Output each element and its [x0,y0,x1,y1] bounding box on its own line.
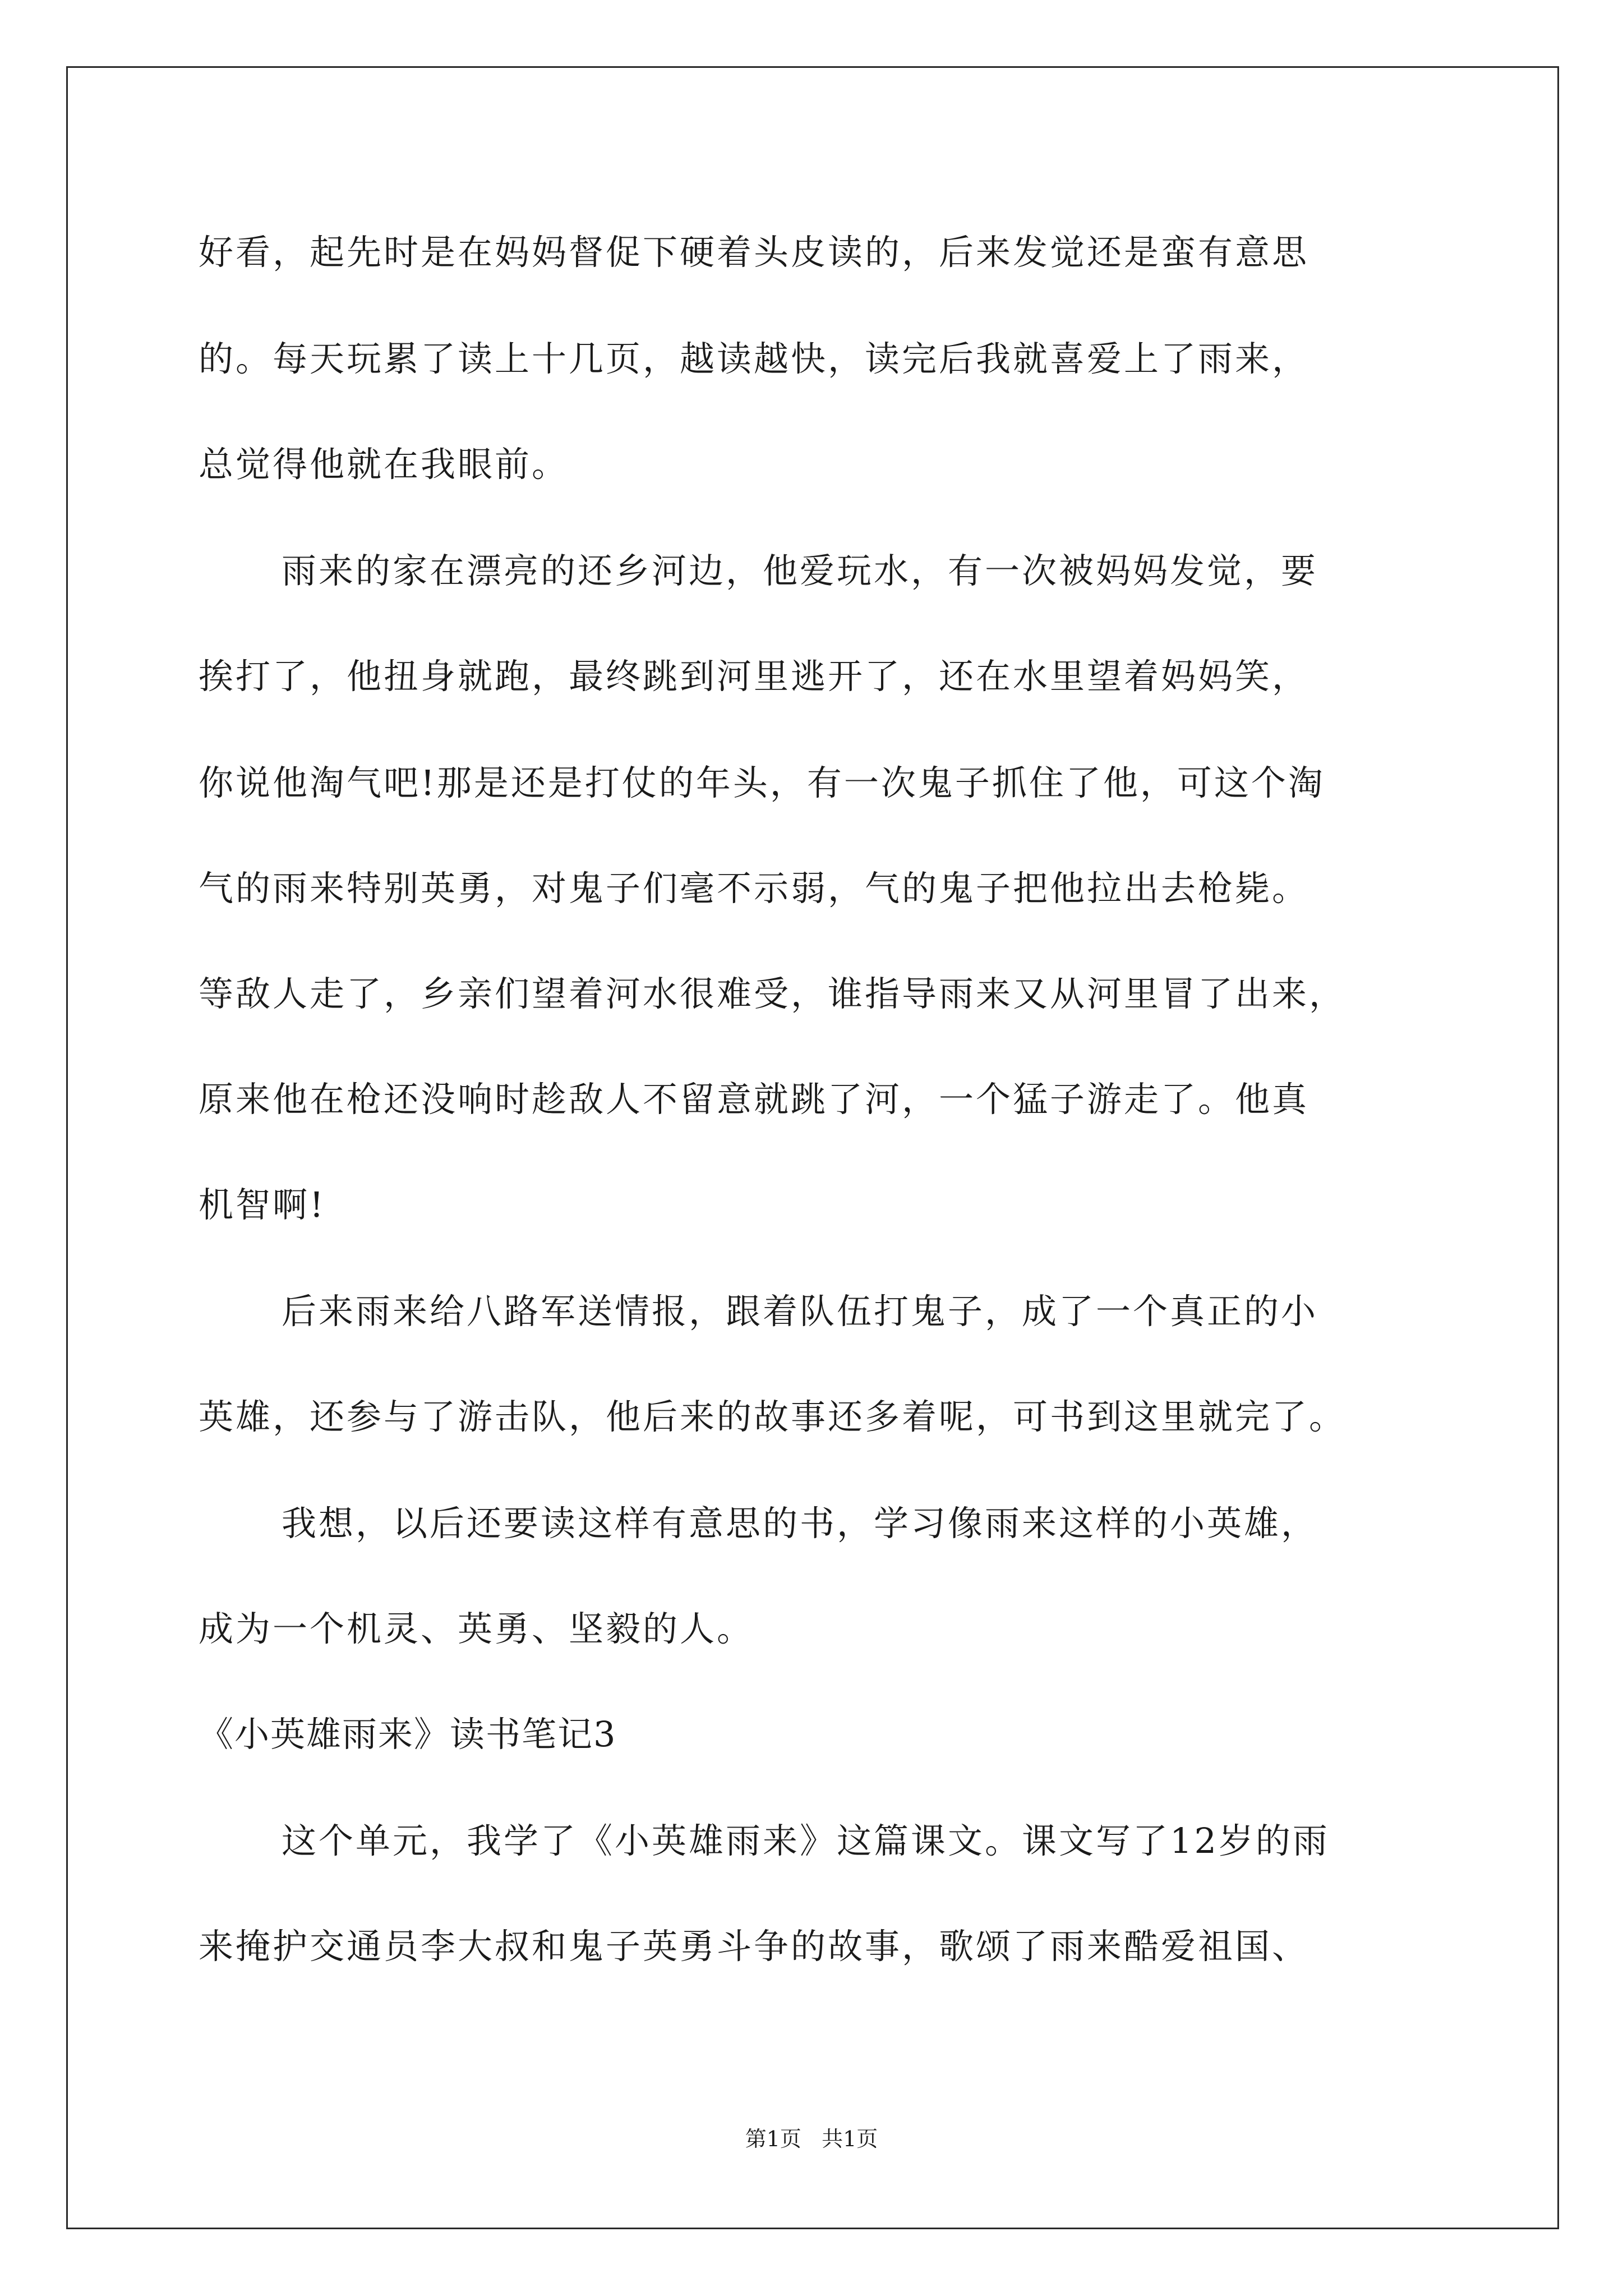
body-text-line: 挨打了，他扭身就跑，最终跳到河里逃开了，还在水里望着妈妈笑， [199,656,1310,697]
body-text-line: 成为一个机灵、英勇、坚毅的人。 [199,1608,754,1649]
paragraph-start-line: 雨来的家在漂亮的还乡河边，他爱玩水，有一次被妈妈发觉，要 [282,550,1318,591]
paragraph-start-line: 这个单元，我学了《小英雄雨来》这篇课文。课文写了12岁的雨 [282,1820,1330,1861]
body-text-line: 总觉得他就在我眼前。 [199,444,569,485]
section-heading: 《小英雄雨来》读书笔记3 [199,1714,617,1755]
paragraph-start-line: 我想，以后还要读这样有意思的书，学习像雨来这样的小英雄， [282,1503,1318,1544]
body-text-line: 英雄，还参与了游击队，他后来的故事还多着呢，可书到这里就完了。 [199,1396,1347,1437]
paragraph-start-line: 后来雨来给八路军送情报，跟着队伍打鬼子，成了一个真正的小 [282,1291,1318,1332]
body-text-line: 机智啊! [199,1184,326,1225]
body-text-line: 来掩护交通员李大叔和鬼子英勇斗争的故事，歌颂了雨来酷爱祖国、 [199,1926,1310,1967]
body-text-line: 的。每天玩累了读上十几页，越读越快，读完后我就喜爱上了雨来， [199,338,1310,379]
body-text-line: 等敌人走了，乡亲们望着河水很难受，谁指导雨来又从河里冒了出来， [199,973,1347,1014]
page-border [66,66,1559,2229]
body-text-line: 好看，起先时是在妈妈督促下硬着头皮读的，后来发觉还是蛮有意思 [199,232,1310,273]
body-text-line: 你说他淘气吧!那是还是打仗的年头，有一次鬼子抓住了他，可这个淘 [199,762,1325,803]
body-text-line: 气的雨来特别英勇，对鬼子们毫不示弱，气的鬼子把他拉出去枪毙。 [199,868,1310,909]
body-text-line: 原来他在枪还没响时趁敌人不留意就跳了河，一个猛子游走了。他真 [199,1079,1310,1120]
page-footer: 第1页 共1页 [745,2127,878,2151]
